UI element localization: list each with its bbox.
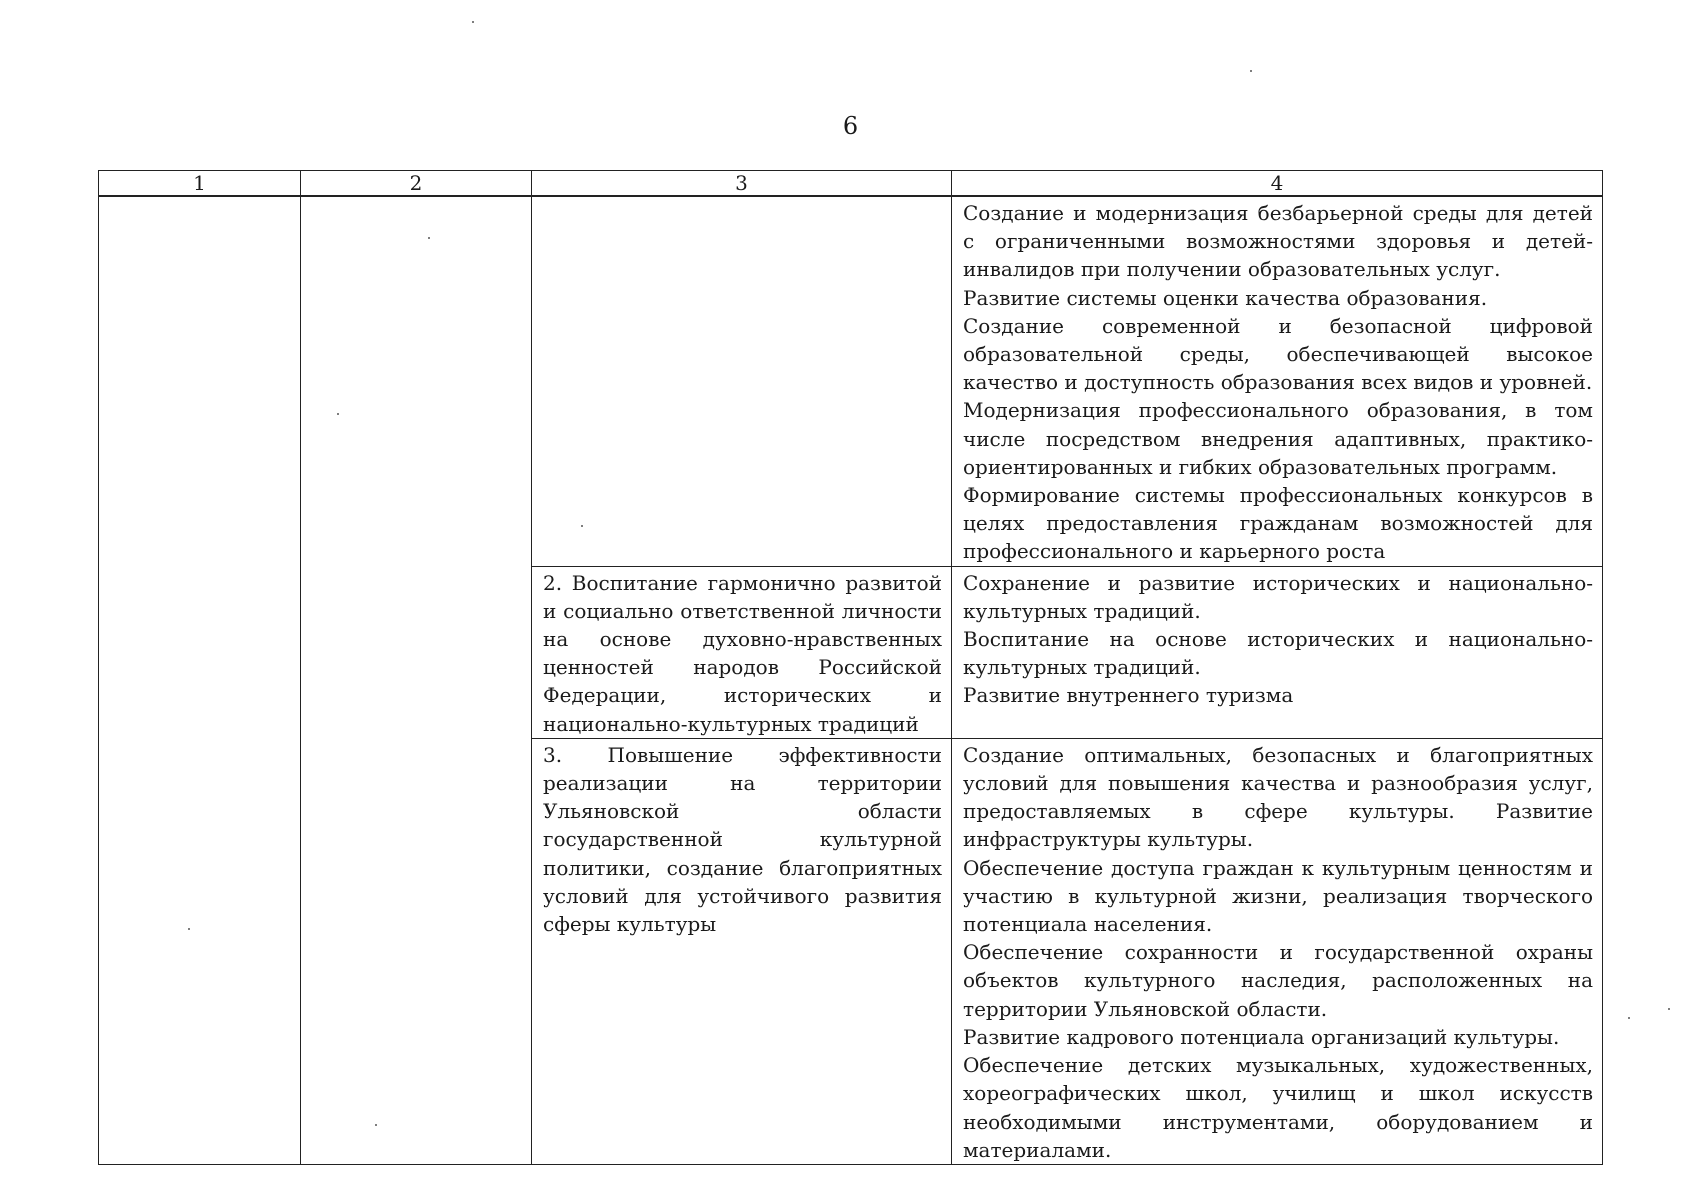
scan-speck bbox=[581, 525, 583, 527]
measure-text: Обеспечение доступа граждан к культурным ценностям и участию в культурной жизни, реализация творческого потенциала населения. bbox=[963, 855, 1593, 937]
scan-speck bbox=[472, 21, 474, 23]
column-header-4: 4 bbox=[952, 171, 1603, 197]
column-4-cell bbox=[952, 566, 1603, 738]
page-number: 6 bbox=[842, 112, 859, 140]
scan-speck bbox=[375, 1124, 377, 1126]
scan-speck bbox=[188, 928, 190, 930]
column-3-cell bbox=[532, 566, 952, 738]
table-row bbox=[99, 196, 1603, 566]
column-header-1: 1 bbox=[99, 171, 301, 197]
measure-text: Обеспечение сохранности и государственной охраны объектов культурного наследия, расположенных на территории Ульяновской области. bbox=[963, 940, 1593, 1021]
column-header-3: 3 bbox=[532, 171, 952, 197]
goal-text: 2. Воспитание гармонично развитой и социально ответственной личности на основе духовно-нравственных ценностей народов Российской Федерации, исторических и национально-культурных традиций bbox=[543, 570, 942, 736]
column-4-cell bbox=[952, 196, 1603, 566]
column-2-cell bbox=[301, 196, 532, 1164]
column-3-cell bbox=[532, 738, 952, 1164]
measure-text: Создание оптимальных, безопасных и благоприятных условий для повышения качества и разнообразия услуг, предоставляемых в сфере культуры. Развитие инфраструктуры культуры. bbox=[963, 742, 1593, 852]
document-table bbox=[98, 170, 1603, 1165]
scan-speck bbox=[1668, 1008, 1670, 1010]
table-header-row bbox=[99, 171, 1603, 197]
measure-text: Обеспечение детских музыкальных, художественных, хореографических школ, училищ и школ искусств необходимыми инструментами, оборудованием и материалами. bbox=[963, 1053, 1593, 1162]
column-1-cell bbox=[99, 196, 301, 1164]
measure-text: Развитие системы оценки качества образования. bbox=[963, 285, 1488, 310]
measure-text: Создание современной и безопасной цифровой образовательной среды, обеспечивающей высокое качество и доступность образования всех видов и уровней. bbox=[963, 313, 1593, 395]
measure-text: Модернизация профессионального образования, в том числе посредством внедрения адаптивных, практико-ориентированных и гибких образовательных программ. bbox=[963, 398, 1593, 479]
column-4-cell bbox=[952, 738, 1603, 1164]
scan-speck bbox=[337, 413, 339, 415]
measure-text: Воспитание на основе исторических и национально-культурных традиций. bbox=[963, 627, 1593, 680]
measure-text: Развитие внутреннего туризма bbox=[963, 683, 1294, 708]
goal-text: 3. Повышение эффективности реализации на территории Ульяновской области государственной культурной политики, создание благоприятных условий для устойчивого развития сферы культуры bbox=[543, 742, 942, 937]
column-3-cell-empty bbox=[532, 196, 952, 566]
measure-text: Сохранение и развитие исторических и национально-культурных традиций. bbox=[963, 570, 1593, 623]
column-header-2: 2 bbox=[301, 171, 532, 197]
scan-speck bbox=[428, 237, 430, 239]
measure-text: Создание и модернизация безбарьерной среды для детей с ограниченными возможностями здоровья и детей-инвалидов при получении образовательных услуг. bbox=[963, 201, 1593, 282]
measure-text: Развитие кадрового потенциала организаций культуры. bbox=[963, 1024, 1560, 1049]
scan-speck bbox=[1250, 70, 1252, 72]
scan-speck bbox=[1628, 1017, 1630, 1019]
measure-text: Формирование системы профессиональных конкурсов в целях предоставления гражданам возможностей для профессионального и карьерного роста bbox=[963, 483, 1593, 564]
